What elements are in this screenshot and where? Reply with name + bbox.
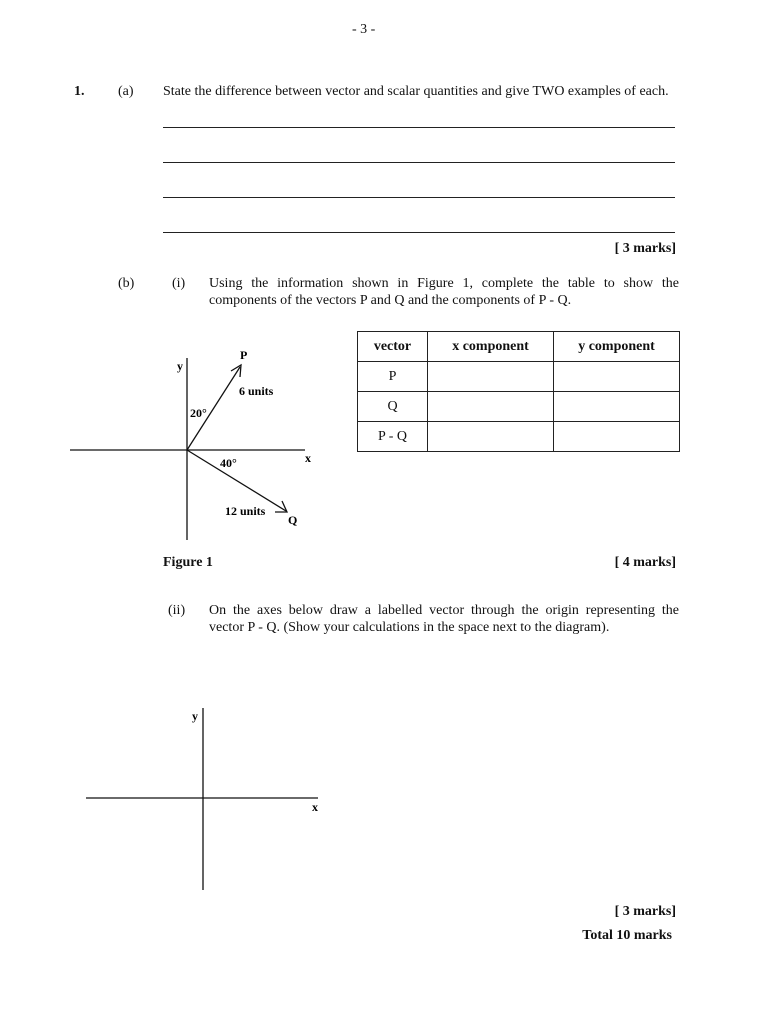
header-vector: vector: [358, 332, 428, 362]
components-table: [357, 331, 680, 452]
part-b-i-text-line2: components of the vectors P and Q and the components of P - Q.: [209, 293, 572, 308]
table-header-row: [358, 332, 680, 362]
figure-1-caption: Figure 1: [163, 555, 213, 570]
table-row: [358, 362, 680, 392]
x-component-cell[interactable]: [428, 422, 554, 452]
answer-axes[interactable]: [80, 700, 330, 895]
part-b-i-text-line1: Using the information shown in Figure 1, complete the table to show the: [209, 276, 679, 291]
page-number: - 3 -: [352, 22, 376, 37]
vector-p-angle: 20°: [190, 406, 207, 420]
part-a-marks: [ 3 marks]: [614, 241, 676, 256]
part-b-ii-label: (ii): [168, 603, 186, 618]
part-b-ii-text-line2: vector P - Q. (Show your calculations in the space next to the diagram).: [209, 620, 610, 635]
y-component-cell[interactable]: [554, 392, 680, 422]
part-b-label: (b): [118, 276, 135, 291]
vector-cell: Q: [358, 392, 428, 422]
vector-q-angle: 40°: [220, 456, 237, 470]
part-b-ii-text-line1: On the axes below draw a labelled vector through the origin representing the: [209, 603, 679, 618]
table-row: [358, 422, 680, 452]
vector-cell: P - Q: [358, 422, 428, 452]
y-component-cell[interactable]: [554, 362, 680, 392]
y-component-cell[interactable]: [554, 422, 680, 452]
x-component-cell[interactable]: [428, 362, 554, 392]
y-axis-label: y: [177, 359, 183, 373]
x-component-cell[interactable]: [428, 392, 554, 422]
x-axis-label: x: [305, 451, 311, 465]
header-x-component: x component: [428, 332, 554, 362]
vector-q-magnitude: 12 units: [225, 504, 266, 518]
y-axis-label: y: [192, 709, 198, 723]
question-number: 1.: [74, 84, 85, 99]
vector-p-label: P: [240, 348, 248, 362]
part-a-text: State the difference between vector and scalar quantities and give TWO examples of each.: [163, 84, 669, 99]
table-row: [358, 392, 680, 422]
total-marks: Total 10 marks: [582, 928, 672, 943]
part-a-label: (a): [118, 84, 134, 99]
part-b-i-label: (i): [172, 276, 186, 291]
answer-line[interactable]: [163, 197, 675, 198]
figure-1: [60, 340, 330, 540]
answer-line[interactable]: [163, 127, 675, 128]
answer-line[interactable]: [163, 232, 675, 233]
part-b-i-marks: [ 4 marks]: [614, 555, 676, 570]
vector-cell: P: [358, 362, 428, 392]
vector-q-label: Q: [288, 513, 298, 527]
vector-p-magnitude: 6 units: [239, 384, 274, 398]
part-b-ii-marks: [ 3 marks]: [614, 904, 676, 919]
header-y-component: y component: [554, 332, 680, 362]
x-axis-label: x: [312, 800, 318, 814]
answer-line[interactable]: [163, 162, 675, 163]
